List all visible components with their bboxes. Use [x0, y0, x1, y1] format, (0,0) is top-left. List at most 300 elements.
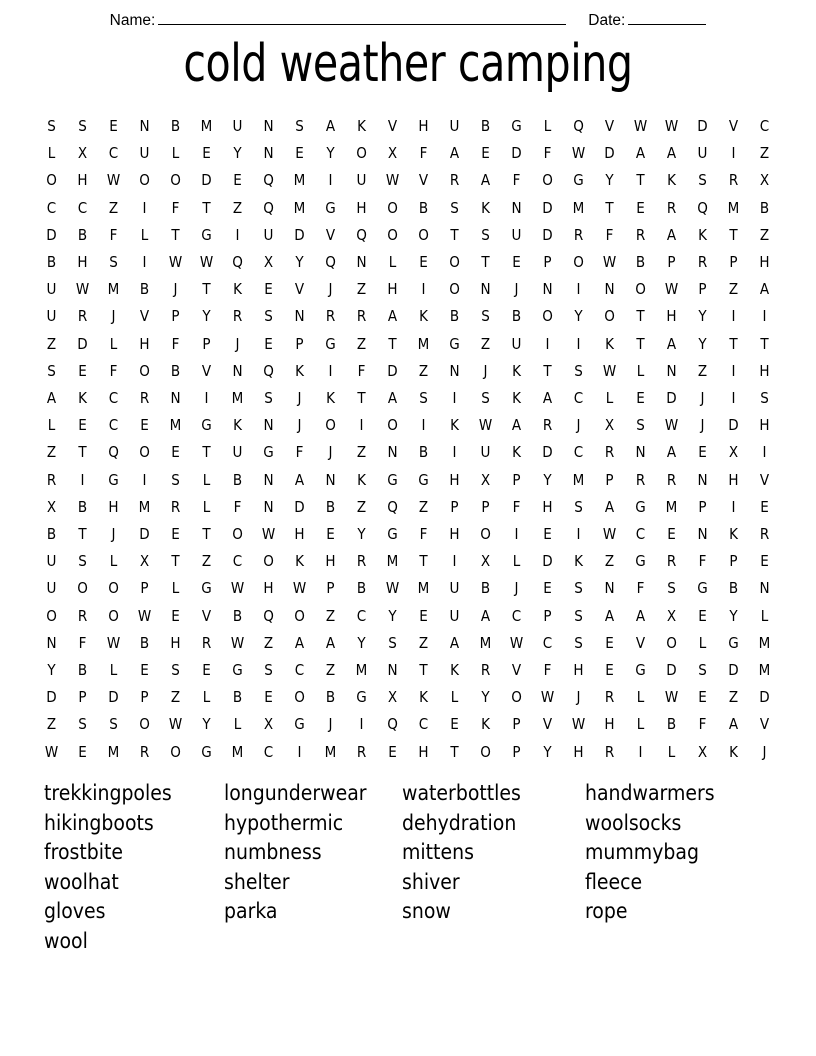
- grid-cell[interactable]: B: [77, 661, 88, 680]
- grid-cell[interactable]: K: [574, 552, 583, 571]
- grid-cell[interactable]: I: [328, 171, 333, 190]
- grid-cell[interactable]: S: [78, 715, 87, 734]
- grid-cell[interactable]: G: [635, 552, 646, 571]
- grid-cell[interactable]: B: [480, 117, 491, 135]
- word-list-item[interactable]: wool: [44, 928, 88, 953]
- grid-cell[interactable]: O: [46, 606, 57, 625]
- grid-cell[interactable]: D: [697, 117, 708, 135]
- grid-cell[interactable]: G: [325, 198, 336, 217]
- grid-cell[interactable]: V: [294, 280, 305, 299]
- grid-cell[interactable]: Z: [728, 688, 739, 707]
- grid-cell[interactable]: Z: [728, 280, 739, 299]
- grid-cell[interactable]: B: [139, 633, 150, 652]
- grid-cell[interactable]: N: [263, 144, 274, 163]
- grid-cell[interactable]: W: [106, 633, 121, 652]
- grid-cell[interactable]: C: [573, 389, 584, 408]
- grid-cell[interactable]: N: [294, 307, 305, 326]
- grid-cell[interactable]: H: [356, 198, 367, 217]
- grid-cell[interactable]: D: [77, 334, 88, 353]
- grid-cell[interactable]: G: [728, 633, 739, 652]
- grid-cell[interactable]: Y: [357, 525, 366, 544]
- grid-cell[interactable]: H: [77, 253, 88, 272]
- grid-cell[interactable]: M: [231, 389, 244, 408]
- grid-cell[interactable]: I: [731, 389, 736, 408]
- grid-cell[interactable]: G: [356, 688, 367, 707]
- grid-cell[interactable]: Q: [263, 198, 274, 217]
- grid-cell[interactable]: U: [139, 144, 150, 163]
- grid-cell[interactable]: E: [295, 144, 304, 163]
- grid-cell[interactable]: W: [106, 171, 121, 190]
- grid-cell[interactable]: N: [666, 361, 677, 380]
- grid-cell[interactable]: I: [452, 552, 457, 571]
- grid-cell[interactable]: T: [388, 334, 397, 353]
- grid-cell[interactable]: O: [666, 633, 677, 652]
- grid-cell[interactable]: K: [233, 280, 242, 299]
- grid-cell[interactable]: K: [419, 307, 428, 326]
- grid-cell[interactable]: T: [357, 389, 366, 408]
- word-list-item[interactable]: fleece: [585, 869, 643, 894]
- grid-cell[interactable]: O: [108, 606, 119, 625]
- grid-cell[interactable]: M: [727, 198, 740, 217]
- grid-cell[interactable]: E: [698, 443, 707, 462]
- grid-cell[interactable]: S: [667, 579, 676, 598]
- grid-cell[interactable]: F: [171, 334, 180, 353]
- grid-cell[interactable]: C: [294, 661, 305, 680]
- word-list-item[interactable]: longunderwear: [224, 781, 367, 805]
- grid-cell[interactable]: F: [109, 361, 118, 380]
- grid-cell[interactable]: O: [108, 579, 119, 598]
- grid-cell[interactable]: U: [46, 552, 57, 571]
- grid-cell[interactable]: K: [512, 389, 521, 408]
- grid-cell[interactable]: U: [480, 443, 491, 462]
- grid-cell[interactable]: A: [666, 334, 677, 353]
- grid-cell[interactable]: L: [47, 144, 56, 163]
- grid-cell[interactable]: E: [760, 552, 769, 571]
- grid-cell[interactable]: G: [387, 470, 398, 489]
- grid-cell[interactable]: Y: [698, 334, 707, 353]
- grid-cell[interactable]: T: [450, 742, 459, 761]
- grid-cell[interactable]: W: [602, 361, 617, 380]
- grid-cell[interactable]: K: [481, 715, 490, 734]
- grid-cell[interactable]: I: [452, 443, 457, 462]
- grid-cell[interactable]: V: [728, 117, 739, 135]
- grid-cell[interactable]: K: [326, 389, 335, 408]
- grid-cell[interactable]: O: [542, 171, 553, 190]
- grid-cell[interactable]: H: [759, 361, 770, 380]
- word-list-item[interactable]: woolhat: [44, 869, 119, 894]
- grid-cell[interactable]: D: [511, 144, 522, 163]
- grid-cell[interactable]: G: [201, 416, 212, 435]
- grid-cell[interactable]: C: [511, 606, 522, 625]
- grid-cell[interactable]: O: [542, 307, 553, 326]
- grid-cell[interactable]: A: [666, 144, 677, 163]
- grid-cell[interactable]: B: [480, 579, 491, 598]
- grid-cell[interactable]: S: [636, 416, 645, 435]
- grid-cell[interactable]: W: [168, 253, 183, 272]
- grid-cell[interactable]: A: [480, 171, 491, 190]
- word-list-item[interactable]: snow: [402, 899, 451, 924]
- grid-cell[interactable]: L: [233, 715, 242, 734]
- grid-cell[interactable]: Q: [573, 117, 584, 135]
- grid-cell[interactable]: L: [109, 552, 118, 571]
- grid-cell[interactable]: F: [512, 171, 521, 190]
- grid-cell[interactable]: T: [543, 361, 552, 380]
- grid-cell[interactable]: P: [481, 497, 490, 516]
- grid-cell[interactable]: I: [731, 361, 736, 380]
- grid-cell[interactable]: F: [419, 525, 428, 544]
- grid-cell[interactable]: T: [636, 171, 645, 190]
- grid-cell[interactable]: A: [294, 470, 305, 489]
- grid-cell[interactable]: S: [171, 470, 180, 489]
- grid-cell[interactable]: W: [44, 742, 59, 761]
- grid-cell[interactable]: K: [295, 361, 304, 380]
- grid-cell[interactable]: S: [78, 117, 87, 135]
- grid-cell[interactable]: F: [78, 633, 87, 652]
- grid-cell[interactable]: W: [664, 280, 679, 299]
- grid-cell[interactable]: F: [295, 443, 304, 462]
- grid-cell[interactable]: A: [387, 389, 398, 408]
- grid-cell[interactable]: D: [728, 416, 739, 435]
- grid-cell[interactable]: L: [760, 606, 769, 625]
- grid-cell[interactable]: S: [295, 117, 304, 135]
- grid-cell[interactable]: E: [233, 171, 242, 190]
- grid-cell[interactable]: E: [202, 661, 211, 680]
- grid-cell[interactable]: A: [604, 606, 615, 625]
- grid-cell[interactable]: F: [605, 225, 614, 244]
- grid-cell[interactable]: L: [140, 225, 149, 244]
- grid-cell[interactable]: A: [325, 117, 336, 135]
- grid-cell[interactable]: J: [700, 389, 705, 408]
- grid-cell[interactable]: T: [636, 307, 645, 326]
- grid-cell[interactable]: W: [292, 579, 307, 598]
- grid-cell[interactable]: N: [697, 470, 708, 489]
- grid-cell[interactable]: H: [573, 661, 584, 680]
- grid-cell[interactable]: I: [545, 334, 550, 353]
- grid-cell[interactable]: S: [78, 552, 87, 571]
- grid-cell[interactable]: Z: [418, 497, 429, 516]
- grid-cell[interactable]: R: [449, 171, 460, 190]
- grid-cell[interactable]: R: [728, 171, 739, 190]
- grid-cell[interactable]: E: [264, 280, 273, 299]
- grid-cell[interactable]: O: [356, 144, 367, 163]
- grid-cell[interactable]: W: [230, 579, 245, 598]
- grid-cell[interactable]: R: [604, 443, 615, 462]
- grid-cell[interactable]: Z: [759, 225, 770, 244]
- grid-cell[interactable]: N: [263, 117, 274, 135]
- grid-cell[interactable]: M: [107, 280, 120, 299]
- grid-cell[interactable]: B: [46, 253, 57, 272]
- grid-cell[interactable]: I: [731, 307, 736, 326]
- grid-cell[interactable]: F: [698, 552, 707, 571]
- grid-cell[interactable]: N: [170, 389, 181, 408]
- grid-cell[interactable]: Q: [697, 198, 708, 217]
- grid-cell[interactable]: Y: [605, 171, 614, 190]
- grid-cell[interactable]: G: [201, 579, 212, 598]
- grid-cell[interactable]: T: [729, 334, 738, 353]
- grid-cell[interactable]: O: [387, 416, 398, 435]
- grid-cell[interactable]: U: [449, 579, 460, 598]
- grid-cell[interactable]: W: [602, 525, 617, 544]
- grid-cell[interactable]: N: [759, 579, 770, 598]
- grid-cell[interactable]: U: [449, 606, 460, 625]
- grid-cell[interactable]: A: [542, 389, 553, 408]
- grid-cell[interactable]: N: [46, 633, 57, 652]
- grid-cell[interactable]: K: [605, 334, 614, 353]
- grid-cell[interactable]: K: [512, 361, 521, 380]
- grid-cell[interactable]: X: [604, 416, 615, 435]
- grid-cell[interactable]: Y: [481, 688, 490, 707]
- grid-cell[interactable]: O: [263, 552, 274, 571]
- grid-cell[interactable]: L: [512, 552, 521, 571]
- grid-cell[interactable]: D: [542, 198, 553, 217]
- grid-cell[interactable]: Z: [232, 198, 243, 217]
- grid-cell[interactable]: R: [325, 307, 336, 326]
- grid-cell[interactable]: H: [759, 416, 770, 435]
- grid-cell[interactable]: L: [109, 334, 118, 353]
- grid-cell[interactable]: Y: [233, 144, 242, 163]
- grid-cell[interactable]: Y: [543, 742, 552, 761]
- grid-cell[interactable]: W: [385, 171, 400, 190]
- grid-cell[interactable]: B: [511, 307, 522, 326]
- grid-cell[interactable]: H: [604, 715, 615, 734]
- grid-cell[interactable]: K: [667, 171, 676, 190]
- grid-cell[interactable]: X: [728, 443, 739, 462]
- grid-cell[interactable]: W: [633, 117, 648, 135]
- grid-cell[interactable]: E: [481, 144, 490, 163]
- grid-cell[interactable]: P: [543, 253, 552, 272]
- grid-cell[interactable]: M: [386, 552, 399, 571]
- grid-cell[interactable]: K: [729, 742, 738, 761]
- word-list-item[interactable]: waterbottles: [402, 781, 521, 805]
- grid-cell[interactable]: K: [450, 416, 459, 435]
- grid-cell[interactable]: G: [449, 334, 460, 353]
- grid-cell[interactable]: D: [46, 225, 57, 244]
- grid-cell[interactable]: I: [452, 389, 457, 408]
- grid-cell[interactable]: R: [201, 633, 212, 652]
- grid-cell[interactable]: A: [604, 497, 615, 516]
- grid-cell[interactable]: N: [697, 525, 708, 544]
- grid-cell[interactable]: N: [480, 280, 491, 299]
- grid-cell[interactable]: S: [47, 361, 56, 380]
- grid-cell[interactable]: Z: [418, 633, 429, 652]
- grid-cell[interactable]: T: [202, 443, 211, 462]
- grid-cell[interactable]: W: [168, 715, 183, 734]
- grid-cell[interactable]: R: [356, 307, 367, 326]
- grid-cell[interactable]: S: [47, 117, 56, 135]
- grid-cell[interactable]: O: [170, 171, 181, 190]
- grid-cell[interactable]: J: [297, 389, 302, 408]
- grid-cell[interactable]: H: [263, 579, 274, 598]
- grid-cell[interactable]: N: [325, 470, 336, 489]
- grid-cell[interactable]: P: [171, 307, 180, 326]
- grid-cell[interactable]: O: [480, 742, 491, 761]
- grid-cell[interactable]: X: [139, 552, 150, 571]
- grid-cell[interactable]: S: [698, 661, 707, 680]
- grid-cell[interactable]: P: [512, 715, 521, 734]
- grid-cell[interactable]: E: [760, 497, 769, 516]
- grid-cell[interactable]: H: [294, 525, 305, 544]
- grid-cell[interactable]: Q: [263, 171, 274, 190]
- grid-cell[interactable]: S: [171, 661, 180, 680]
- word-list-item[interactable]: handwarmers: [585, 781, 715, 805]
- grid-cell[interactable]: Z: [759, 144, 770, 163]
- grid-cell[interactable]: D: [666, 661, 677, 680]
- grid-cell[interactable]: X: [387, 688, 398, 707]
- grid-cell[interactable]: O: [294, 688, 305, 707]
- grid-cell[interactable]: W: [602, 253, 617, 272]
- grid-cell[interactable]: P: [698, 497, 707, 516]
- grid-cell[interactable]: C: [573, 443, 584, 462]
- grid-cell[interactable]: U: [232, 443, 243, 462]
- grid-cell[interactable]: G: [635, 661, 646, 680]
- grid-cell[interactable]: N: [263, 416, 274, 435]
- grid-cell[interactable]: F: [543, 661, 552, 680]
- grid-cell[interactable]: T: [636, 334, 645, 353]
- grid-cell[interactable]: U: [263, 225, 274, 244]
- grid-cell[interactable]: I: [142, 470, 147, 489]
- grid-cell[interactable]: R: [666, 470, 677, 489]
- grid-cell[interactable]: S: [760, 389, 769, 408]
- date-write-in-line[interactable]: [628, 11, 706, 25]
- grid-cell[interactable]: M: [107, 742, 120, 761]
- grid-cell[interactable]: R: [480, 661, 491, 680]
- grid-cell[interactable]: A: [759, 280, 770, 299]
- grid-cell[interactable]: H: [108, 497, 119, 516]
- grid-cell[interactable]: I: [576, 525, 581, 544]
- grid-cell[interactable]: C: [263, 742, 274, 761]
- grid-cell[interactable]: Z: [46, 334, 57, 353]
- grid-cell[interactable]: F: [636, 579, 645, 598]
- grid-cell[interactable]: V: [387, 117, 398, 135]
- grid-cell[interactable]: K: [357, 117, 366, 135]
- grid-cell[interactable]: U: [511, 225, 522, 244]
- grid-cell[interactable]: J: [111, 307, 116, 326]
- grid-cell[interactable]: U: [46, 579, 57, 598]
- grid-cell[interactable]: X: [263, 715, 274, 734]
- grid-cell[interactable]: B: [77, 497, 88, 516]
- grid-cell[interactable]: I: [359, 416, 364, 435]
- grid-cell[interactable]: I: [514, 525, 519, 544]
- grid-cell[interactable]: L: [605, 389, 614, 408]
- grid-cell[interactable]: V: [201, 606, 212, 625]
- grid-cell[interactable]: K: [295, 552, 304, 571]
- grid-cell[interactable]: P: [605, 470, 614, 489]
- grid-cell[interactable]: T: [171, 552, 180, 571]
- word-list-item[interactable]: parka: [224, 899, 278, 924]
- grid-cell[interactable]: T: [729, 225, 738, 244]
- grid-cell[interactable]: J: [576, 688, 581, 707]
- grid-cell[interactable]: C: [759, 117, 770, 135]
- grid-cell[interactable]: O: [77, 579, 88, 598]
- grid-cell[interactable]: T: [481, 253, 490, 272]
- grid-cell[interactable]: A: [666, 443, 677, 462]
- grid-cell[interactable]: E: [264, 688, 273, 707]
- grid-cell[interactable]: U: [46, 280, 57, 299]
- grid-cell[interactable]: E: [140, 661, 149, 680]
- grid-cell[interactable]: E: [202, 144, 211, 163]
- grid-cell[interactable]: H: [387, 280, 398, 299]
- grid-cell[interactable]: N: [356, 253, 367, 272]
- grid-cell[interactable]: A: [635, 606, 646, 625]
- grid-cell[interactable]: Z: [604, 552, 615, 571]
- grid-cell[interactable]: E: [605, 633, 614, 652]
- grid-cell[interactable]: X: [46, 497, 57, 516]
- grid-cell[interactable]: M: [293, 198, 306, 217]
- grid-cell[interactable]: L: [171, 579, 180, 598]
- grid-cell[interactable]: S: [264, 661, 273, 680]
- grid-cell[interactable]: F: [109, 225, 118, 244]
- grid-cell[interactable]: I: [142, 198, 147, 217]
- grid-cell[interactable]: M: [200, 117, 213, 135]
- word-search-grid[interactable]: [36, 113, 780, 766]
- grid-cell[interactable]: L: [636, 688, 645, 707]
- grid-cell[interactable]: P: [295, 334, 304, 353]
- grid-cell[interactable]: S: [264, 389, 273, 408]
- grid-cell[interactable]: D: [666, 389, 677, 408]
- grid-cell[interactable]: Y: [295, 253, 304, 272]
- grid-cell[interactable]: J: [762, 742, 767, 761]
- grid-cell[interactable]: B: [232, 688, 243, 707]
- grid-cell[interactable]: Y: [326, 144, 335, 163]
- grid-cell[interactable]: A: [387, 307, 398, 326]
- grid-cell[interactable]: T: [78, 525, 87, 544]
- grid-cell[interactable]: A: [449, 144, 460, 163]
- grid-cell[interactable]: N: [449, 361, 460, 380]
- grid-cell[interactable]: G: [573, 171, 584, 190]
- grid-cell[interactable]: I: [421, 280, 426, 299]
- grid-cell[interactable]: R: [697, 253, 708, 272]
- grid-cell[interactable]: Y: [202, 307, 211, 326]
- grid-cell[interactable]: M: [758, 661, 771, 680]
- word-list-item[interactable]: hikingboots: [44, 810, 154, 835]
- grid-cell[interactable]: J: [514, 579, 519, 598]
- grid-cell[interactable]: E: [326, 525, 335, 544]
- grid-cell[interactable]: S: [264, 307, 273, 326]
- grid-cell[interactable]: S: [574, 633, 583, 652]
- grid-cell[interactable]: Y: [543, 470, 552, 489]
- grid-cell[interactable]: J: [576, 416, 581, 435]
- grid-cell[interactable]: P: [698, 280, 707, 299]
- grid-cell[interactable]: B: [418, 198, 429, 217]
- grid-cell[interactable]: R: [604, 688, 615, 707]
- grid-cell[interactable]: A: [635, 144, 646, 163]
- grid-cell[interactable]: O: [170, 742, 181, 761]
- grid-cell[interactable]: S: [481, 225, 490, 244]
- grid-cell[interactable]: G: [387, 525, 398, 544]
- grid-cell[interactable]: D: [201, 171, 212, 190]
- grid-cell[interactable]: A: [294, 633, 305, 652]
- word-list-item[interactable]: shiver: [402, 869, 460, 894]
- grid-cell[interactable]: G: [201, 225, 212, 244]
- grid-cell[interactable]: O: [449, 253, 460, 272]
- grid-cell[interactable]: D: [728, 661, 739, 680]
- grid-cell[interactable]: F: [698, 715, 707, 734]
- grid-cell[interactable]: W: [230, 633, 245, 652]
- grid-cell[interactable]: G: [635, 497, 646, 516]
- grid-cell[interactable]: I: [235, 225, 240, 244]
- grid-cell[interactable]: I: [731, 497, 736, 516]
- grid-cell[interactable]: P: [729, 552, 738, 571]
- grid-cell[interactable]: B: [418, 443, 429, 462]
- grid-cell[interactable]: Q: [387, 715, 398, 734]
- grid-cell[interactable]: K: [233, 416, 242, 435]
- word-list-item[interactable]: mittens: [402, 840, 474, 865]
- grid-cell[interactable]: N: [604, 280, 615, 299]
- word-list-item[interactable]: frostbite: [44, 840, 124, 865]
- grid-cell[interactable]: O: [139, 715, 150, 734]
- grid-cell[interactable]: D: [759, 688, 770, 707]
- grid-cell[interactable]: E: [78, 361, 87, 380]
